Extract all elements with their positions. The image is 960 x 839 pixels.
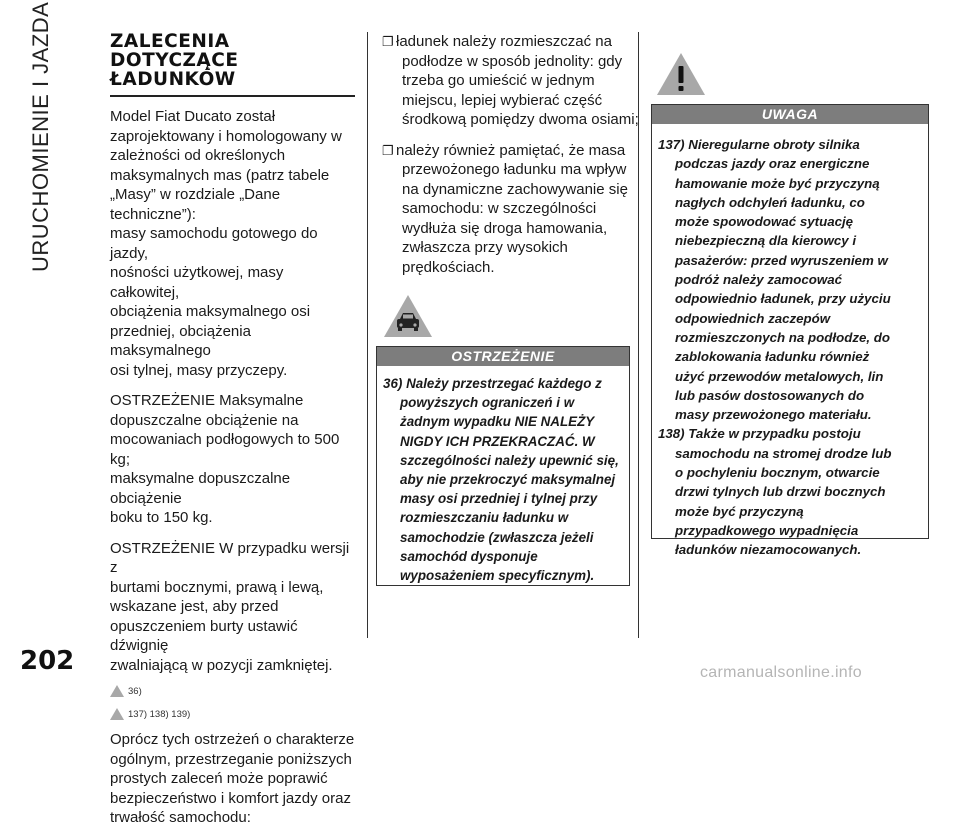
checkbox-bullet-icon: ❐: [382, 34, 394, 49]
text-line: zaprojektowany i homologowany w: [110, 127, 342, 145]
text-line: wyposażeniem specyficznym).: [400, 568, 595, 584]
text-line: ładunków niezamocowanych.: [675, 542, 862, 558]
text-line: boku to 150 kg.: [110, 509, 213, 526]
heading-line: DOTYCZĄCE: [110, 50, 239, 71]
heading-line: ŁADUNKÓW: [110, 69, 236, 90]
text-line: hamowanie może być przyczyną: [675, 175, 880, 191]
text-line: o pochyleniu bocznym, otwarcie: [675, 465, 880, 481]
text-line: przedniej, obciążenia maksymalnego: [110, 322, 251, 359]
text-line: lub pasów dostosowanych do: [675, 387, 865, 403]
paragraph-recommendations: [110, 730, 355, 828]
caution-text: [652, 124, 928, 560]
text-line: ogólnym, przestrzeganie poniższych: [110, 750, 352, 768]
small-triangle-icon: [110, 685, 124, 697]
reference-number: 36): [128, 685, 142, 697]
text-line: osi tylnej, masy przyczepy.: [110, 361, 288, 379]
bullet-item: [382, 32, 639, 130]
text-line: wydłuża się droga hamowania,: [402, 219, 608, 237]
text-line: samochodu na stromej drodze lub: [675, 445, 892, 461]
column-left: [110, 32, 355, 839]
text-line: samochodzie (zwłaszcza jeżeli: [400, 529, 594, 545]
text-line: OSTRZEŻENIE Maksymalne: [110, 392, 304, 409]
text-line: opuszczeniem burty ustawić dźwignię: [110, 617, 298, 654]
text-line: niebezpieczną dla kierowcy i: [675, 233, 857, 249]
text-line: masy przewożonego materiału.: [675, 407, 872, 423]
text-line: zablokowania ładunku również: [675, 349, 870, 365]
text-line: należy również pamiętać, że masa: [396, 141, 626, 159]
watermark: carmanualsonline.info: [700, 664, 862, 681]
text-line: masy osi przedniej i tylnej przy: [400, 491, 598, 507]
caution-box: [651, 104, 929, 558]
text-line: prędkościach.: [402, 258, 495, 276]
text-line: żadnym wypadku NIE NALEŻY: [400, 414, 595, 430]
text-line: Oprócz tych ostrzeżeń o charakterze: [110, 731, 355, 748]
text-line: może być przyczyną: [675, 503, 804, 519]
car-warning-icon: [383, 294, 433, 338]
checkbox-bullet-icon: ❐: [382, 142, 394, 158]
text-line: pasażerów: przed wyruszeniem w: [675, 252, 888, 268]
text-line: burtami bocznymi, prawą i lewą,: [110, 578, 324, 596]
warning-box: [376, 346, 630, 586]
exclamation-triangle-icon: [656, 52, 706, 96]
small-triangle-icon: [110, 708, 124, 720]
text-line: obciążenia maksymalnego osi: [110, 303, 311, 320]
text-line: użyć przewodów metalowych, lin: [675, 368, 884, 384]
text-line: samochód dysponuje: [400, 548, 538, 564]
text-line: maksymalne dopuszczalne obciążenie: [110, 470, 291, 507]
text-line: drzwi tylnych lub drzwi bocznych: [675, 484, 886, 500]
text-line: trzeba go umieścić w jednym: [402, 72, 595, 89]
text-line: podłodze w sposób jednolity: gdy: [402, 52, 623, 70]
section-title: URUCHOMIENIE I JAZDA: [28, 1, 53, 272]
text-line: 138) Także w przypadku postoju: [658, 426, 861, 442]
text-line: zależności od określonych: [110, 147, 286, 164]
text-line: wskazane jest, aby przed: [110, 598, 279, 615]
reference-warning: [110, 681, 355, 701]
text-line: odpowiednio ładunek, przy użyciu: [675, 291, 891, 307]
text-line: miejscu, lepiej wybierać część: [402, 91, 603, 109]
paragraph-side-walls: [110, 539, 355, 676]
caution-title: UWAGA: [652, 105, 928, 124]
warning-text: [377, 366, 629, 585]
text-line: zwalniającą w pozycji zamkniętej.: [110, 656, 333, 674]
text-line: podczas jazdy oraz energiczne: [675, 156, 870, 172]
text-line: przypadkowego wypadnięcia: [675, 522, 859, 538]
text-line: samochodu: w szczególności: [402, 200, 597, 217]
text-line: podróż należy zamocować: [675, 272, 842, 288]
paragraph-floor-load: [110, 391, 355, 528]
text-line: ładunek należy rozmieszczać na: [396, 33, 612, 50]
text-line: bezpieczeństwo i komfort jazdy oraz: [110, 789, 351, 807]
text-line: OSTRZEŻENIE W przypadku wersji z: [110, 539, 350, 576]
reference-number: 137) 138) 139): [128, 708, 191, 720]
text-line: trwałość samochodu:: [110, 809, 251, 826]
column-middle: [382, 32, 639, 288]
caution-item-138: [658, 424, 928, 559]
text-line: masy samochodu gotowego do jazdy,: [110, 225, 318, 262]
page-number: 202: [20, 646, 75, 676]
text-line: 36) Należy przestrzegać każdego z: [383, 376, 602, 391]
text-line: prostych zaleceń może poprawić: [110, 770, 328, 787]
text-line: powyższych ograniczeń i w: [400, 395, 575, 411]
text-line: zwłaszcza przy wysokich: [402, 239, 568, 256]
text-line: rozmieszczaniu ładunku w: [400, 510, 569, 526]
text-line: mocowaniach podłogowych to 500 kg;: [110, 431, 340, 468]
reference-caution: [110, 704, 355, 724]
paragraph-intro: [110, 107, 355, 380]
text-line: szczególności należy upewnić się,: [400, 452, 619, 468]
text-line: może spowodować sytuację: [675, 214, 854, 230]
text-line: odpowiednich zaczepów: [675, 310, 831, 326]
text-line: środkową pomiędzy dwoma osiami;: [402, 111, 639, 128]
text-line: NIGDY ICH PRZEKRACZAĆ. W: [400, 433, 595, 449]
section-heading: [110, 32, 355, 97]
text-line: Model Fiat Ducato został: [110, 108, 276, 125]
text-line: nośności użytkowej, masy całkowitej,: [110, 264, 284, 301]
bullet-item: [382, 141, 632, 278]
text-line: „Masy” w rozdziale „Dane techniczne”):: [110, 186, 281, 223]
text-line: 137) Nieregularne obroty silnika: [658, 137, 860, 152]
caution-item-137: [658, 135, 928, 424]
text-line: dopuszczalne obciążenie na: [110, 411, 299, 429]
text-line: przewożonego ładunku ma wpływ: [402, 161, 627, 178]
text-line: aby nie przekroczyć maksymalnej: [400, 472, 616, 488]
heading-line: ZALECENIA: [110, 31, 230, 52]
divider-left: [367, 32, 368, 638]
text-line: maksymalnych mas (patrz tabele: [110, 166, 330, 184]
text-line: nagłych odchyleń ładunku, co: [675, 194, 865, 210]
warning-title: OSTRZEŻENIE: [377, 347, 629, 366]
text-line: rozmieszczonych na podłodze, do: [675, 329, 890, 345]
text-line: na dynamiczne zachowywanie się: [402, 180, 628, 198]
